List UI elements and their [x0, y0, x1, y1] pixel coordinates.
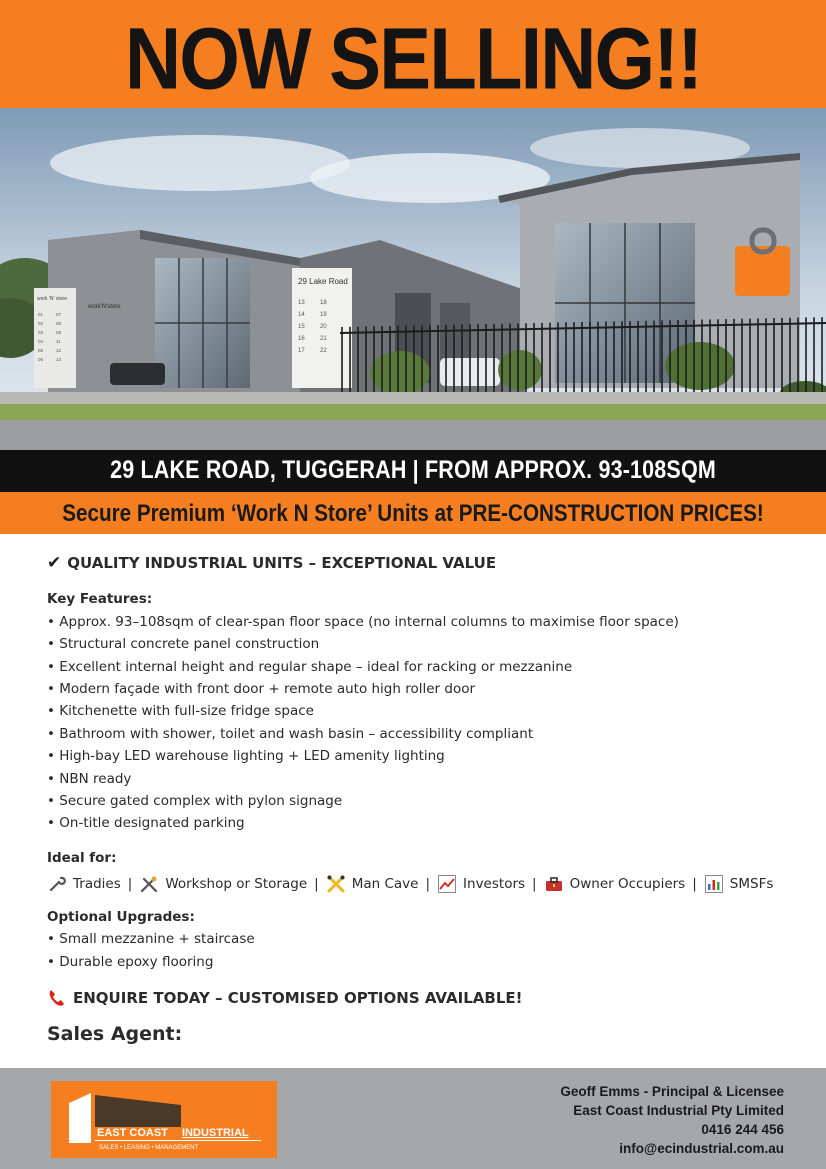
separator: | — [425, 876, 431, 893]
toolbox-icon — [544, 874, 564, 894]
tools-icon — [139, 874, 159, 894]
logo-graphic — [51, 1081, 277, 1158]
contact-name: Geoff Emms - Principal & Licensee — [560, 1084, 784, 1099]
list-item: • Kitchenette with full-size fridge space — [47, 700, 787, 722]
tagline-banner — [0, 492, 826, 534]
pylon-number: 17 — [298, 348, 305, 354]
list-item: • High-bay LED warehouse lighting + LED amenity lighting — [47, 745, 787, 767]
ideal-label: Man Cave — [351, 876, 419, 893]
pylon-number: 22 — [320, 348, 327, 354]
small-pylon-title: work 'N' store — [37, 296, 67, 302]
crossed-tools-icon — [326, 874, 346, 894]
ideal-item-man-cave — [326, 873, 419, 895]
separator: | — [532, 876, 537, 893]
list-item: • Excellent internal height and regular shape – ideal for racking or mezzanine — [47, 656, 787, 678]
section-heading-text: QUALITY INDUSTRIAL UNITS – EXCEPTIONAL VALUE — [67, 554, 497, 572]
tagline-text: Secure Premium ‘Work N Store’ Units at PRE-CONSTRUCTION PRICES! — [62, 500, 764, 527]
pylon-title: 29 Lake Road — [298, 277, 348, 286]
pylon-number: 14 — [298, 312, 305, 318]
pylon-number: 20 — [320, 324, 327, 330]
ideal-for-label: Ideal for: — [47, 849, 117, 866]
wrench-icon — [47, 874, 67, 894]
contact-email[interactable]: info@ecindustrial.com.au — [619, 1141, 784, 1156]
section-heading — [47, 552, 787, 574]
address-text: 29 LAKE ROAD, TUGGERAH | FROM APPROX. 93-108SQM — [110, 456, 716, 484]
ideal-label: Owner Occupiers — [569, 876, 686, 893]
pylon-number: 13 — [298, 300, 305, 306]
small-sign-number: 13 — [56, 357, 62, 362]
separator: | — [314, 876, 319, 893]
pylon-number: 21 — [320, 336, 327, 342]
ideal-item-investors — [437, 873, 525, 895]
enquire-line — [47, 987, 787, 1009]
separator: | — [127, 876, 133, 893]
list-item: • Secure gated complex with pylon signage — [47, 790, 787, 812]
logo-tagline: SALES • LEASING • MANAGEMENT — [99, 1145, 199, 1151]
contact-phone[interactable]: 0416 244 456 — [701, 1122, 784, 1137]
small-sign-number: 03 — [38, 330, 44, 335]
ideal-label: SMSFs — [729, 876, 774, 893]
small-sign-number: 06 — [38, 357, 44, 362]
sales-agent-label: Sales Agent: — [47, 1023, 183, 1046]
small-pylon-sign — [34, 288, 76, 388]
small-sign-number: 04 — [38, 339, 44, 344]
small-sign-number: 07 — [56, 312, 62, 317]
list-item: • Modern façade with front door + remote auto high roller door — [47, 678, 787, 700]
contact-block — [560, 1082, 784, 1158]
pylon-number: 18 — [320, 300, 327, 306]
enquire-text: ENQUIRE TODAY – CUSTOMISED OPTIONS AVAILABLE! — [73, 988, 523, 1007]
ideal-item-tradies — [47, 873, 121, 895]
bar-chart-icon — [704, 874, 724, 894]
list-item: • Bathroom with shower, toilet and wash basin – accessibility compliant — [47, 723, 787, 745]
pylon-number: 19 — [320, 312, 327, 318]
check-icon: ✔ — [47, 553, 62, 573]
pylon-number: 15 — [298, 324, 305, 330]
pylon-number: 16 — [298, 336, 305, 342]
headline: NOW SELLING!! — [124, 9, 702, 108]
address-banner — [0, 450, 826, 492]
phone-icon — [47, 988, 67, 1008]
ideal-label: Investors — [463, 876, 526, 893]
ideal-item-owner-occupiers — [544, 873, 686, 895]
ute — [110, 363, 165, 385]
small-sign-number: 11 — [56, 339, 61, 344]
logo-name-part1: EAST COAST — [97, 1127, 168, 1139]
building-render — [0, 108, 826, 450]
small-sign-number: 09 — [56, 330, 62, 335]
list-item: • NBN ready — [47, 768, 787, 790]
contact-company: East Coast Industrial Pty Limited — [573, 1103, 784, 1118]
key-features-list — [47, 611, 787, 835]
headline-banner — [0, 0, 826, 108]
company-logo — [51, 1081, 277, 1158]
content — [47, 552, 787, 1046]
list-item: • Small mezzanine + staircase — [47, 928, 787, 950]
ideal-item-smsfs — [704, 873, 774, 895]
key-features-label: Key Features: — [47, 591, 153, 608]
upgrades-label: Optional Upgrades: — [47, 908, 195, 925]
footer — [0, 1068, 826, 1169]
small-sign-number: 01 — [38, 312, 44, 317]
hero-image — [0, 108, 826, 450]
ideal-label: Workshop or Storage — [165, 876, 308, 893]
logo-building-icon — [69, 1093, 91, 1143]
upgrades-list — [47, 928, 787, 973]
small-sign-number: 05 — [38, 348, 44, 353]
ideal-for-row — [47, 873, 787, 895]
ideal-label: Tradies — [73, 876, 121, 893]
list-item: • Approx. 93–108sqm of clear-span floor space (no internal columns to maximise floor space) — [47, 611, 787, 633]
separator: | — [692, 876, 697, 893]
small-sign-number: 02 — [38, 321, 44, 326]
list-item: • Durable epoxy flooring — [47, 951, 787, 973]
small-sign-number: 08 — [56, 321, 62, 326]
list-item: • Structural concrete panel construction — [47, 633, 787, 655]
wall-sign: work'N'store — [88, 304, 121, 310]
ideal-item-workshop — [139, 873, 307, 895]
small-sign-number: 12 — [56, 348, 62, 353]
logo-name-part2: INDUSTRIAL — [182, 1127, 249, 1139]
list-item: • On-title designated parking — [47, 812, 787, 834]
chart-up-icon — [437, 874, 457, 894]
